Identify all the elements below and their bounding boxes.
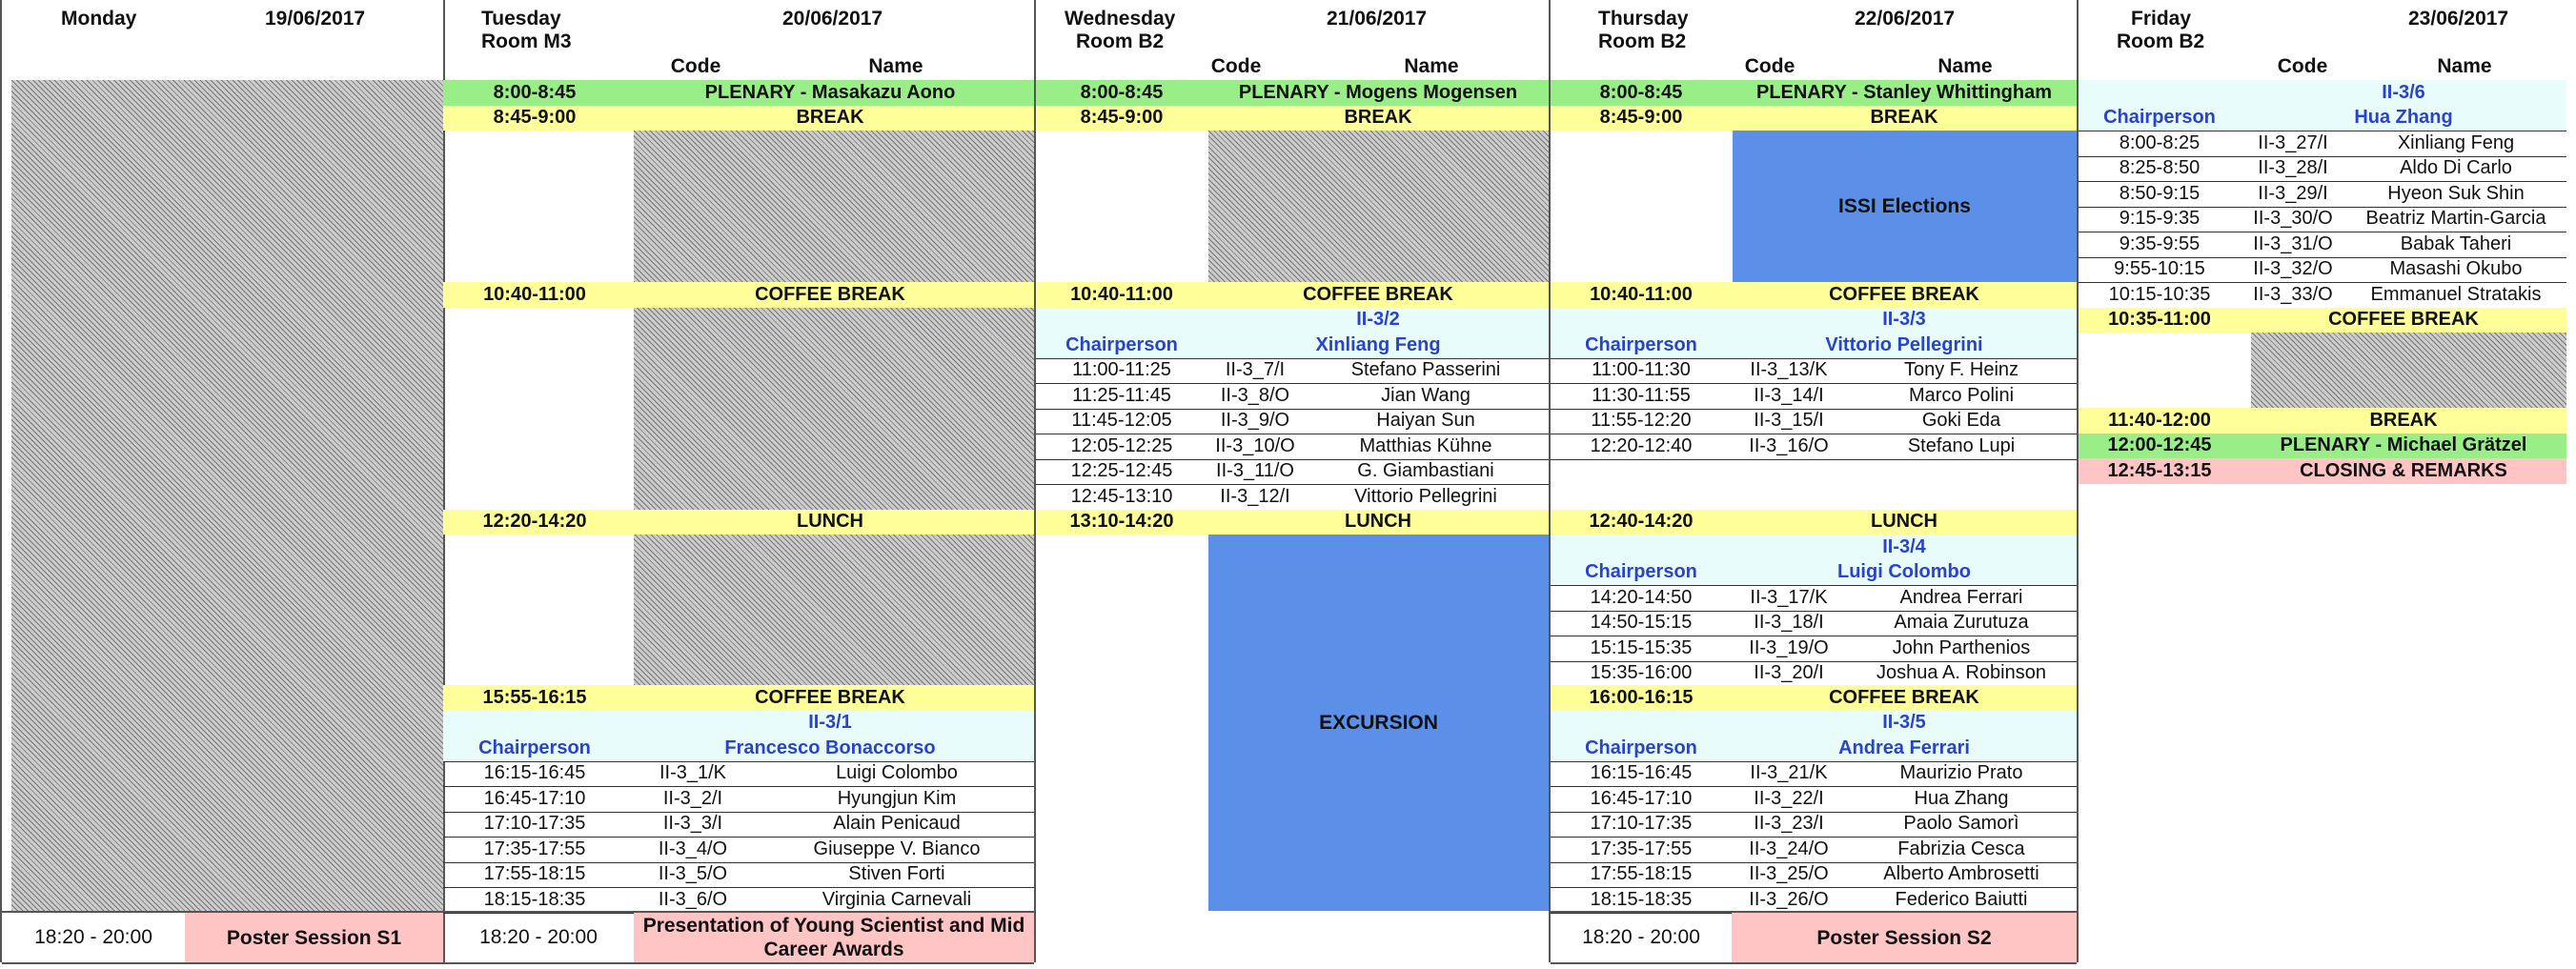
name-header: Name	[2437, 55, 2492, 77]
talk-code: II-3_24/O	[1749, 838, 1829, 859]
talk-time: 8:25-8:50	[2119, 157, 2201, 179]
talk-time: 11:00-11:30	[1592, 359, 1691, 381]
chair-name: Xinliang Feng	[1315, 333, 1441, 355]
talk-speaker: Beatriz Martin-Garcia	[2365, 208, 2546, 230]
excursion-block: EXCURSION	[1208, 535, 1549, 911]
talk-speaker: G. Giambastiani	[1357, 460, 1494, 482]
chair-row	[1551, 560, 2077, 587]
talk-speaker: Virginia Carnevali	[821, 888, 972, 910]
talk-speaker: Masashi Okubo	[2389, 258, 2523, 280]
tuesday-room: Room M3	[481, 30, 572, 52]
talk-speaker: Joshua A. Robinson	[1876, 662, 2046, 684]
session-title-row	[443, 711, 1034, 737]
poster-session: Poster Session S2	[1732, 913, 2077, 962]
talk-speaker: Stefano Lupi	[1907, 434, 2016, 456]
coffee-break-row	[443, 282, 1034, 308]
event-cell: BREAK	[796, 107, 864, 129]
session-title-row	[1551, 711, 2077, 737]
talk-row	[1551, 585, 2077, 612]
talk-speaker: Tony F. Heinz	[1903, 359, 2019, 381]
code-header: Code	[670, 55, 721, 77]
event-cell: COFFEE BREAK	[755, 686, 905, 708]
event-cell: PLENARY - Michael Grätzel	[2280, 434, 2527, 456]
tuesday-date: 20/06/2017	[782, 8, 883, 30]
talk-speaker: Jian Wang	[1381, 384, 1471, 406]
time-cell: 15:55-16:15	[482, 686, 587, 708]
unscheduled-block	[634, 308, 1034, 510]
session-title-row	[1551, 308, 2077, 333]
poster-session: Poster Session S1	[185, 913, 443, 962]
elections-block: ISSI Elections	[1733, 131, 2077, 282]
talk-speaker: Stefano Passerini	[1350, 359, 1501, 381]
talk-speaker: Federico Baiutti	[1895, 888, 2028, 910]
talk-speaker: Matthias Kühne	[1359, 434, 1492, 456]
coffee-break-row	[1551, 282, 2077, 308]
talk-code: II-3_27/I	[2258, 131, 2328, 153]
talk-speaker: Marco Polini	[1908, 384, 2015, 406]
time-cell: 10:40-11:00	[1070, 283, 1173, 305]
session-title-row	[1551, 535, 2077, 560]
talk-time: 9:35-9:55	[2119, 232, 2201, 254]
talk-row	[1551, 434, 2077, 460]
talk-code: II-3_4/O	[658, 838, 728, 859]
talk-row	[1551, 636, 2077, 662]
talk-code: II-3_3/I	[662, 813, 723, 835]
talk-speaker: Luigi Colombo	[836, 762, 958, 784]
friday-day: Friday	[2131, 8, 2192, 30]
time-cell: 8:45-9:00	[493, 107, 577, 129]
talk-code: II-3_9/O	[1220, 410, 1290, 432]
chair-row	[443, 736, 1034, 762]
talk-code: II-3_13/K	[1750, 359, 1828, 381]
chair-name: Vittorio Pellegrini	[1825, 333, 1983, 355]
time-cell: 11:40-12:00	[2108, 409, 2211, 431]
event-cell: LUNCH	[797, 511, 863, 533]
time-cell: 18:20 - 20:00	[479, 926, 598, 948]
award-row	[443, 911, 1034, 964]
talk-row	[1551, 358, 2077, 385]
talk-row	[1551, 887, 2077, 914]
lunch-row	[443, 510, 1034, 535]
time-cell: 10:40-11:00	[1590, 283, 1693, 305]
session-id: II-3/2	[1356, 309, 1400, 331]
talk-row	[2079, 181, 2566, 208]
event-cell: BREAK	[2369, 409, 2438, 431]
event-cell: PLENARY - Mogens Mogensen	[1238, 81, 1518, 103]
talk-time: 10:15-10:35	[2108, 283, 2211, 305]
talk-speaker: Alberto Ambrosetti	[1883, 863, 2039, 885]
talk-row	[1551, 862, 2077, 889]
event-cell: COFFEE BREAK	[1303, 283, 1453, 305]
session-title-row	[1036, 308, 1549, 333]
talk-time: 11:25-11:45	[1072, 384, 1171, 406]
unscheduled-block	[634, 535, 1034, 685]
friday-room: Room B2	[2117, 30, 2205, 52]
talk-speaker: Paolo Samorì	[1903, 813, 2019, 835]
time-cell: 12:40-14:20	[1589, 511, 1694, 533]
friday-column	[2079, 0, 2566, 962]
coffee-break-row	[443, 685, 1034, 711]
session-title-row	[2079, 80, 2566, 106]
event-cell: BREAK	[1870, 107, 1938, 129]
talk-time: 12:20-12:40	[1590, 434, 1693, 456]
talk-time: 18:15-18:35	[1590, 888, 1693, 910]
time-cell: 10:40-11:00	[483, 283, 586, 305]
event-cell: CLOSING & REMARKS	[2300, 459, 2507, 481]
talk-code: II-3_14/I	[1754, 384, 1824, 406]
chair-name: Francesco Bonaccorso	[724, 737, 936, 758]
talk-code: II-3_18/I	[1754, 612, 1824, 634]
talk-time: 8:50-9:15	[2119, 182, 2201, 204]
talk-code: II-3_28/I	[2258, 157, 2328, 179]
thursday-poster-row	[1551, 911, 2077, 964]
chair-row	[2079, 106, 2566, 132]
talk-row	[1036, 434, 1549, 460]
event-cell: COFFEE BREAK	[1829, 283, 1979, 305]
tuesday-day: Tuesday	[481, 8, 561, 30]
talk-time: 16:45-17:10	[483, 787, 586, 809]
monday-day: Monday	[61, 8, 137, 30]
talk-row	[443, 812, 1034, 838]
talk-code: II-3_6/O	[658, 888, 728, 910]
time-cell: 8:45-9:00	[1080, 107, 1164, 129]
talk-speaker: Aldo Di Carlo	[2400, 157, 2512, 179]
talk-time: 14:50-15:15	[1590, 612, 1693, 634]
talk-time: 17:35-17:55	[1590, 838, 1693, 859]
name-header: Name	[1937, 55, 1993, 77]
chair-row	[1551, 333, 2077, 359]
talk-code: II-3_22/I	[1754, 787, 1824, 809]
talk-time: 17:10-17:35	[1590, 813, 1693, 835]
talk-row	[1551, 409, 2077, 435]
talk-speaker: Giuseppe V. Bianco	[813, 838, 981, 859]
session-id: II-3/6	[2382, 81, 2425, 103]
talk-time: 15:35-16:00	[1590, 662, 1693, 684]
break-row	[1551, 106, 2077, 131]
talk-code: II-3_16/O	[1749, 434, 1829, 456]
talk-speaker: Alain Penicaud	[833, 813, 961, 835]
event-cell: COFFEE BREAK	[755, 283, 905, 305]
talk-time: 11:55-12:20	[1591, 410, 1692, 432]
talk-speaker: Emmanuel Stratakis	[2370, 283, 2542, 305]
session-id: II-3/3	[1882, 309, 1926, 331]
talk-row	[2079, 131, 2566, 157]
time-cell: 12:00-12:45	[2107, 434, 2212, 456]
session-id: II-3/5	[1882, 712, 1926, 734]
coffee-break-row	[2079, 308, 2566, 333]
wednesday-column	[1036, 0, 1551, 962]
talk-row	[2079, 232, 2566, 258]
talk-row	[2079, 207, 2566, 233]
talk-row	[1036, 358, 1549, 385]
talk-row	[1036, 459, 1549, 486]
thursday-day: Thursday	[1598, 8, 1689, 30]
event-cell: BREAK	[1344, 107, 1412, 129]
talk-code: II-3_26/O	[1749, 888, 1829, 910]
talk-row	[2079, 156, 2566, 183]
chair-label: Chairperson	[1065, 333, 1178, 355]
talk-time: 17:55-18:15	[1590, 863, 1693, 885]
monday-poster-row	[2, 911, 443, 964]
talk-code: II-3_12/I	[1220, 485, 1290, 507]
time-cell: 16:00-16:15	[1589, 686, 1694, 708]
talk-code: II-3_17/K	[1750, 586, 1828, 608]
time-cell: 18:20 - 20:00	[34, 926, 152, 948]
talk-time: 8:00-8:25	[2119, 131, 2201, 153]
talk-row	[1551, 611, 2077, 637]
time-cell: 8:00-8:45	[1599, 81, 1683, 103]
event-cell: LUNCH	[1345, 511, 1411, 533]
thursday-column	[1551, 0, 2079, 962]
talk-speaker: Goki Eda	[1921, 410, 2001, 432]
talk-row	[1551, 661, 2077, 688]
name-header: Name	[1404, 55, 1459, 77]
time-cell: 10:35-11:00	[2108, 309, 2211, 331]
talk-time: 14:20-14:50	[1590, 586, 1693, 608]
talk-row	[443, 837, 1034, 863]
unscheduled-block	[11, 80, 443, 911]
talk-code: II-3_8/O	[1220, 384, 1290, 406]
chair-name: Andrea Ferrari	[1838, 737, 1970, 758]
talk-code: II-3_15/I	[1754, 410, 1824, 432]
talk-speaker: Hyungjun Kim	[837, 787, 957, 809]
talk-row	[1036, 484, 1549, 511]
talk-time: 17:10-17:35	[483, 813, 586, 835]
lunch-row	[1551, 510, 2077, 535]
talk-row	[443, 786, 1034, 813]
talk-code: II-3_31/O	[2253, 232, 2333, 254]
chair-label: Chairperson	[1585, 561, 1697, 583]
event-cell: PLENARY - Masakazu Aono	[704, 81, 956, 103]
tuesday-column	[443, 0, 1036, 962]
plenary-row	[1551, 80, 2077, 106]
talk-row	[443, 887, 1034, 914]
talk-time: 11:30-11:55	[1592, 384, 1691, 406]
plenary-row	[443, 80, 1034, 106]
time-cell: 8:00-8:45	[1080, 81, 1164, 103]
time-cell: 12:20-14:20	[482, 511, 587, 533]
chair-row	[1036, 333, 1549, 359]
time-cell: 13:10-14:20	[1069, 511, 1174, 533]
thursday-date: 22/06/2017	[1855, 8, 1956, 30]
talk-code: II-3_19/O	[1749, 636, 1829, 658]
talk-code: II-3_32/O	[2253, 258, 2333, 280]
wednesday-date: 21/06/2017	[1327, 8, 1428, 30]
talk-time: 12:05-12:25	[1070, 434, 1173, 456]
talk-time: 12:45-13:10	[1070, 485, 1173, 507]
plenary-row	[1036, 80, 1549, 106]
talk-row	[2079, 282, 2566, 309]
talk-code: II-3_25/O	[1749, 863, 1829, 885]
talk-row	[1551, 812, 2077, 838]
talk-code: II-3_29/I	[2258, 182, 2328, 204]
closing-row	[2079, 458, 2566, 484]
talk-speaker: Babak Taheri	[2400, 232, 2512, 254]
friday-date: 23/06/2017	[2408, 8, 2509, 30]
time-cell: 18:20 - 20:00	[1582, 926, 1700, 948]
chair-name: Hua Zhang	[2354, 107, 2453, 129]
monday-column	[0, 0, 445, 962]
talk-time: 11:00-11:25	[1072, 359, 1171, 381]
talk-row	[2079, 257, 2566, 284]
wednesday-room: Room B2	[1076, 30, 1165, 52]
talk-time: 12:25-12:45	[1070, 460, 1173, 482]
talk-code: II-3_5/O	[658, 863, 728, 885]
talk-code: II-3_7/I	[1225, 359, 1286, 381]
talk-row	[443, 761, 1034, 788]
thursday-room: Room B2	[1598, 30, 1687, 52]
talk-row	[1551, 837, 2077, 863]
time-cell: 8:00-8:45	[493, 81, 577, 103]
unscheduled-block	[634, 131, 1034, 282]
talk-row	[1551, 761, 2077, 788]
coffee-break-row	[1551, 685, 2077, 711]
time-cell: 8:45-9:00	[1599, 107, 1683, 129]
talk-code: II-3_33/O	[2253, 283, 2333, 305]
chair-label: Chairperson	[478, 737, 591, 758]
name-header: Name	[868, 55, 923, 77]
talk-code: II-3_1/K	[659, 762, 727, 784]
talk-speaker: Hua Zhang	[1914, 787, 2009, 809]
event-cell: LUNCH	[1871, 511, 1937, 533]
event-cell: COFFEE BREAK	[1829, 686, 1979, 708]
event-cell: COFFEE BREAK	[2328, 309, 2479, 331]
session-id: II-3/1	[808, 712, 852, 734]
talk-time: 18:15-18:35	[483, 888, 586, 910]
chair-row	[1551, 736, 2077, 762]
code-header: Code	[1744, 55, 1795, 77]
talk-speaker: Vittorio Pellegrini	[1354, 485, 1497, 507]
talk-time: 16:15-16:45	[1590, 762, 1693, 784]
talk-speaker: Stiven Forti	[848, 863, 945, 885]
session-id: II-3/4	[1882, 535, 1926, 557]
talk-time: 11:45-12:05	[1071, 410, 1172, 432]
talk-code: II-3_21/K	[1750, 762, 1828, 784]
talk-speaker: Maurizio Prato	[1899, 762, 2023, 784]
talk-time: 16:15-16:45	[483, 762, 586, 784]
monday-date: 19/06/2017	[265, 8, 366, 30]
talk-row	[1551, 383, 2077, 410]
talk-row	[1036, 383, 1549, 410]
award-ceremony: Presentation of Young Scientist and Mid Career Awards	[634, 913, 1034, 962]
talk-speaker: Andrea Ferrari	[1899, 586, 2023, 608]
code-header: Code	[1210, 55, 1262, 77]
chair-label: Chairperson	[1585, 737, 1697, 758]
event-cell: PLENARY - Stanley Whittingham	[1755, 81, 2053, 103]
talk-row	[443, 862, 1034, 889]
talk-time: 17:55-18:15	[483, 863, 586, 885]
talk-time: 9:55-10:15	[2114, 258, 2205, 280]
plenary-row	[2079, 434, 2566, 459]
unscheduled-block	[2251, 333, 2566, 408]
wednesday-day: Wednesday	[1065, 8, 1176, 30]
talk-code: II-3_2/I	[662, 787, 723, 809]
time-cell: 12:45-13:15	[2107, 459, 2212, 481]
talk-row	[1036, 409, 1549, 435]
talk-time: 17:35-17:55	[483, 838, 586, 859]
talk-speaker: Haiyan Sun	[1376, 410, 1475, 432]
chair-label: Chairperson	[2103, 107, 2216, 129]
talk-time: 16:45-17:10	[1590, 787, 1693, 809]
talk-code: II-3_20/I	[1754, 662, 1824, 684]
coffee-break-row	[1036, 282, 1549, 308]
talk-time: 15:15-15:35	[1590, 636, 1693, 658]
talk-code: II-3_10/O	[1215, 434, 1295, 456]
talk-row	[1551, 786, 2077, 813]
talk-speaker: John Parthenios	[1892, 636, 2031, 658]
break-row	[2079, 408, 2566, 434]
talk-speaker: Hyeon Suk Shin	[2387, 182, 2525, 204]
lunch-row	[1036, 510, 1549, 535]
chair-name: Luigi Colombo	[1837, 561, 1971, 583]
talk-speaker: Fabrizia Cesca	[1897, 838, 2025, 859]
chair-label: Chairperson	[1585, 333, 1697, 355]
talk-code: II-3_11/O	[1216, 460, 1294, 482]
talk-speaker: Xinliang Feng	[2397, 131, 2515, 153]
talk-code: II-3_30/O	[2253, 208, 2333, 230]
talk-time: 9:15-9:35	[2119, 208, 2201, 230]
talk-speaker: Amaia Zurutuza	[1894, 612, 2029, 634]
break-row	[443, 106, 1034, 131]
unscheduled-block	[1208, 131, 1549, 282]
break-row	[1036, 106, 1549, 131]
code-header: Code	[2277, 55, 2328, 77]
talk-code: II-3_23/I	[1754, 813, 1824, 835]
